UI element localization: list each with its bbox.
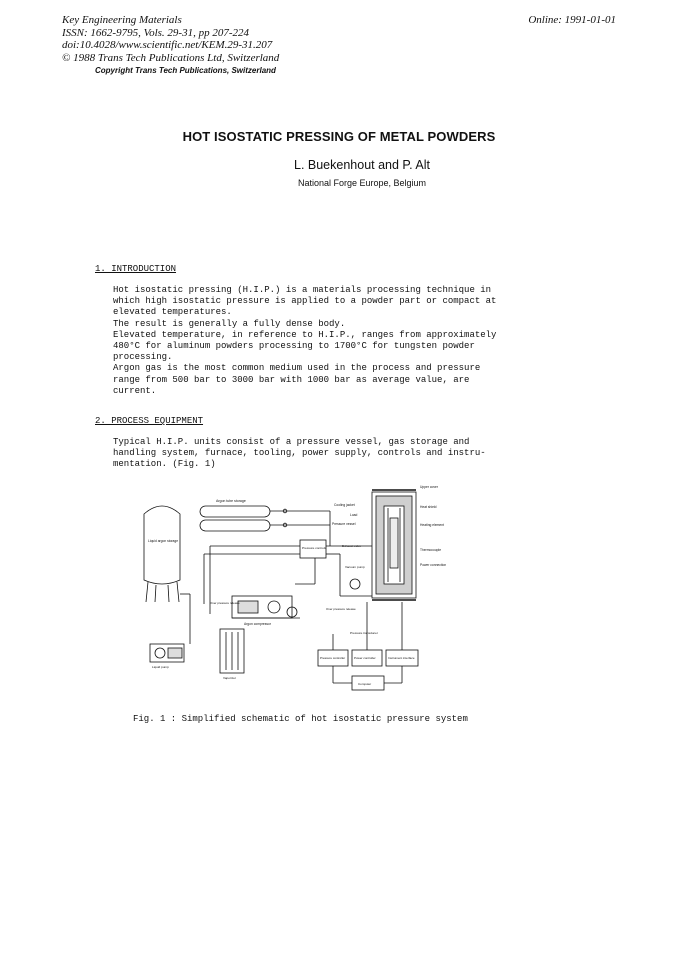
body-line: handling system, furnace, tooling, power supply, controls and instru- [113, 448, 486, 459]
computer-label: Computer [358, 682, 372, 686]
pressure-transducer-label: Pressure transducer [350, 631, 378, 635]
argon-tube-storage [200, 506, 330, 531]
argon-compressor [232, 596, 300, 618]
paper-affiliation: National Forge Europe, Belgium [297, 178, 427, 188]
cooling-jacket-label: Cooling jacket [334, 503, 355, 507]
liquid-pump-label: Liquid pump [152, 665, 169, 669]
body-line: mentation. (Fig. 1) [113, 459, 216, 470]
pressure-controls-label: Pressure controls [302, 546, 327, 550]
body-line: current. [113, 385, 157, 396]
section-body-process-equipment [113, 437, 486, 471]
body-line: Elevated temperature, in reference to H.I.P., ranges from approximately [113, 329, 497, 340]
section-heading-introduction: 1. INTRODUCTION [95, 264, 177, 274]
online-date: Online: 1991-01-01 [528, 14, 616, 26]
hip-system-schematic [140, 484, 447, 704]
body-line: range from 500 bar to 3000 bar with 1000 bar as average value, are [113, 374, 470, 385]
journal-header [62, 14, 279, 64]
load-label: Load [350, 513, 358, 517]
vaporizer [220, 629, 244, 673]
paper-title: HOT ISOSTATIC PRESSING OF METAL POWDERS [182, 129, 496, 144]
argon-tube-storage-label: Argon tube storage [216, 499, 246, 503]
power-connection-label: Power connection [420, 563, 447, 567]
body-line: Typical H.I.P. units consist of a pressure vessel, gas storage and [113, 437, 470, 447]
body-line: which high isostatic pressure is applied to a powder part or compact at [113, 296, 497, 307]
body-line: processing. [113, 352, 173, 363]
exhaust-valve-label: Exhaust valve [342, 544, 362, 548]
argon-compressor-label: Argon compressor [244, 622, 271, 626]
pressure-vessel [372, 490, 416, 600]
liquid-argon-storage-label: Liquid argon storage [148, 539, 179, 543]
heat-shield-label: Heat shield [420, 505, 437, 509]
heating-element-label: Heating element [420, 523, 445, 527]
pressure-controller-label: Pressure controller [320, 656, 346, 660]
publisher-copyright: Copyright Trans Tech Publications, Switzerland [95, 66, 276, 75]
section-body-introduction [113, 285, 496, 397]
vacuum-pump-label: Vacuum pump [345, 565, 365, 569]
liquid-argon-tank [144, 506, 180, 602]
body-line: Hot isostatic pressing (H.I.P.) is a materials processing technique in [113, 285, 492, 295]
copyright-line: © 1988 Trans Tech Publications Ltd, Switzerland [62, 51, 280, 64]
paper-authors: L. Buekenhout and P. Alt [294, 158, 430, 172]
liquid-pump [150, 644, 184, 662]
pressure-vessel-label: Pressure vessel [332, 522, 356, 526]
thermocouple-label: Thermocouple [420, 548, 442, 552]
power-controller-label: Power controller [354, 656, 376, 660]
section-heading-process-equipment: 2. PROCESS EQUIPMENT [95, 416, 204, 426]
controller-wiring [333, 602, 402, 683]
issn-line: ISSN: 1662-9795, Vols. 29-31, pp 207-224 [62, 26, 249, 39]
vaporizer-label: Vaporizer [223, 676, 237, 680]
journal-name: Key Engineering Materials [62, 14, 182, 26]
body-line: elevated temperatures. [113, 307, 232, 318]
over-pressure-release-right-label: Over pressure release [326, 607, 356, 611]
over-pressure-release-left-label: Over pressure release [210, 601, 240, 605]
vacuum-pump [350, 579, 360, 589]
upper-cover-label: Upper cover [420, 485, 438, 489]
body-line: 480°C for aluminum powders processing to 1700°C for tungsten powder [113, 341, 475, 352]
body-line: The result is generally a fully dense body. [113, 318, 346, 329]
figure-caption: Fig. 1 : Simplified schematic of hot isostatic pressure system [133, 714, 468, 724]
doi-line: doi:10.4028/www.scientific.net/KEM.29-31.207 [62, 39, 273, 51]
body-line: Argon gas is the most common medium used in the process and pressure [113, 363, 481, 374]
instrument-interface-label: Instrument interface [388, 656, 415, 660]
